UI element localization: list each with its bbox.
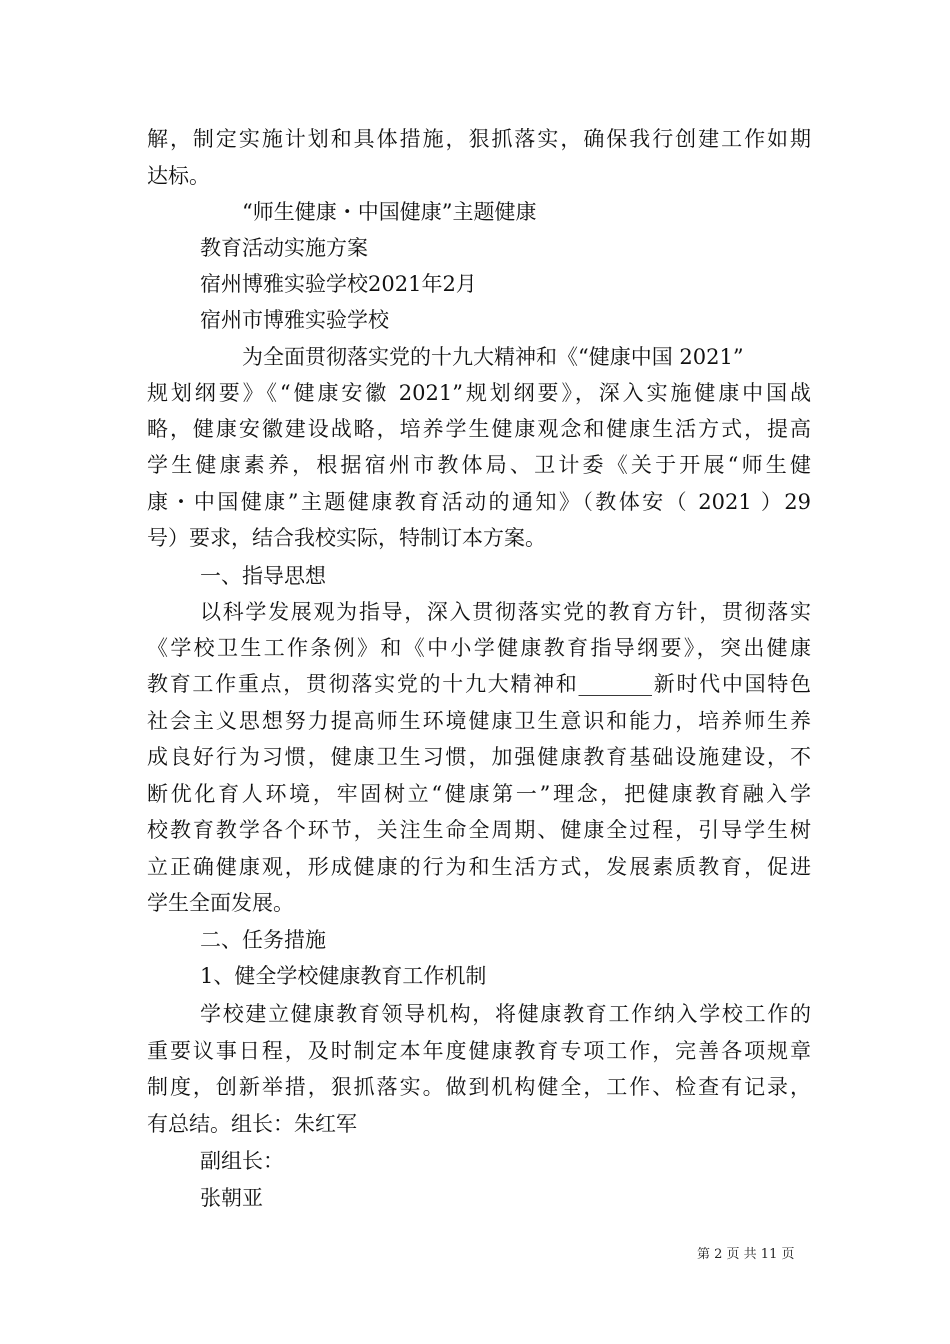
text-line: 张朝亚 xyxy=(200,1186,263,1210)
document-title-line: “师生健康・中国健康”主题健康 xyxy=(242,200,537,224)
text-line: 学生全面发展。 xyxy=(147,891,294,915)
section-heading: 一、指导思想 xyxy=(200,564,326,588)
text-line: 制度，创新举措，狠抓落实。做到机构健全，工作、检查有记录， xyxy=(147,1075,811,1099)
text-line: 解，制定实施计划和具体措施，狠抓落实，确保我行创建工作如期 xyxy=(147,127,811,151)
text-line: 有总结。组长：朱红军 xyxy=(147,1112,357,1136)
text-line: 达标。 xyxy=(147,164,210,188)
text-line: 教育工作重点，贯彻落实党的十九大精神和_______新时代中国特色 xyxy=(147,672,811,696)
text-line: 略，健康安徽建设战略，培养学生健康观念和健康生活方式，提高 xyxy=(147,417,811,441)
text-line: 学生健康素养，根据宿州市教体局、卫计委《关于开展“师生健 xyxy=(147,453,811,477)
document-title-line: 教育活动实施方案 xyxy=(200,236,368,260)
text-line: 为全面贯彻落实党的十九大精神和《“健康中国 2021” xyxy=(242,345,744,369)
subsection-heading: 1、健全学校健康教育工作机制 xyxy=(200,964,487,988)
text-line: 重要议事日程，及时制定本年度健康教育专项工作，完善各项规章 xyxy=(147,1039,811,1063)
document-date-line: 宿州博雅实验学校2021年2月 xyxy=(200,272,477,296)
page-number-footer: 第 2 页 共 11 页 xyxy=(697,1247,795,1262)
text-line: 以科学发展观为指导，深入贯彻落实党的教育方针，贯彻落实 xyxy=(200,600,811,624)
document-organization: 宿州市博雅实验学校 xyxy=(200,308,389,332)
text-line: 康・中国健康”主题健康教育活动的通知》（教体安（ 2021 ）29 xyxy=(147,490,811,514)
text-line: 校教育教学各个环节，关注生命全周期、健康全过程，引导学生树 xyxy=(147,818,811,842)
text-line: 成良好行为习惯，健康卫生习惯，加强健康教育基础设施建设，不 xyxy=(147,745,811,769)
text-line: 学校建立健康教育领导机构，将健康教育工作纳入学校工作的 xyxy=(200,1002,811,1026)
text-line: 规划纲要》《“健康安徽 2021”规划纲要》，深入实施健康中国战 xyxy=(147,381,811,405)
text-line: 《学校卫生工作条例》和《中小学健康教育指导纲要》，突出健康 xyxy=(147,636,811,660)
text-line: 号）要求，结合我校实际，特制订本方案。 xyxy=(147,526,546,550)
text-line: 副组长： xyxy=(200,1149,284,1173)
text-line: 断优化育人环境，牢固树立“健康第一”理念，把健康教育融入学 xyxy=(147,782,811,806)
text-line: 立正确健康观，形成健康的行为和生活方式，发展素质教育，促进 xyxy=(147,855,811,879)
text-line: 社会主义思想努力提高师生环境健康卫生意识和能力，培养师生养 xyxy=(147,709,811,733)
section-heading: 二、任务措施 xyxy=(200,928,326,952)
